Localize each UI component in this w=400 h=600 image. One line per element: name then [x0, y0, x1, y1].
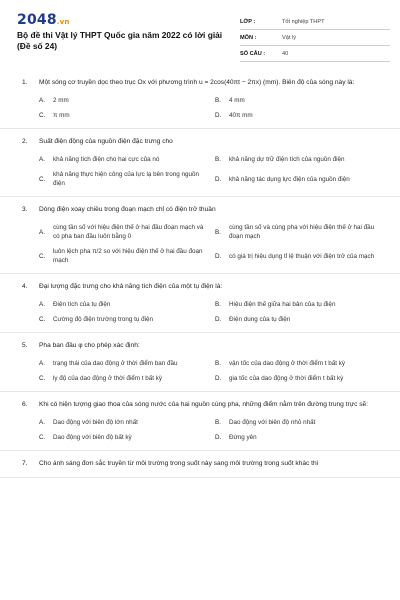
option-letter: A.	[39, 301, 45, 308]
option-text: Dao động với biên độ bất kỳ	[53, 434, 132, 441]
option-text: khả năng dự trữ điện tích của nguồn điện	[229, 156, 345, 163]
option-text: Dao động với biên độ lớn nhất	[53, 419, 138, 426]
answer-options	[22, 300, 382, 324]
question-number: 3.	[22, 206, 28, 213]
option-text: trạng thái của dao động ở thời điểm ban đầu	[53, 360, 178, 367]
option-text: có giá trị hiệu dụng tỉ lệ thuận với điện trở của mạch	[229, 252, 375, 260]
question-stem	[22, 459, 382, 469]
answer-option-c[interactable]	[39, 111, 209, 120]
answer-option-c[interactable]	[39, 170, 209, 188]
option-text: cùng tần số với hiệu điện thế ở hai đầu đoạn mạch và có pha ban đầu luôn bằng 0	[53, 224, 204, 240]
option-text: vận tốc của dao động ở thời điểm t bất kỳ	[229, 360, 346, 367]
option-text: Đứng yên	[229, 434, 257, 441]
answer-option-a[interactable]	[39, 359, 209, 368]
question-stem	[22, 400, 382, 410]
question-stem	[22, 205, 382, 215]
option-text: Điện tích của tụ điện	[53, 301, 111, 308]
option-letter: C.	[39, 434, 46, 441]
option-letter: A.	[39, 419, 45, 426]
question-1	[0, 70, 400, 129]
option-text: 40π mm	[229, 112, 253, 119]
meta-key: LỚP :	[240, 18, 256, 25]
answer-option-d[interactable]	[215, 433, 385, 442]
option-text: ly độ của dao động ở thời điểm t bất kỳ	[53, 375, 163, 382]
option-text: khả năng thực hiện công của lực lạ bên trong nguồn điện	[53, 171, 200, 187]
answer-option-a[interactable]	[39, 418, 209, 427]
answer-options	[22, 96, 382, 120]
question-6	[0, 392, 400, 451]
answer-option-b[interactable]	[215, 359, 385, 368]
answer-option-b[interactable]	[215, 223, 385, 241]
option-letter: C.	[39, 375, 46, 382]
answer-option-d[interactable]	[215, 111, 385, 120]
option-letter: A.	[39, 360, 45, 367]
meta-value: 40	[282, 50, 289, 57]
answer-options	[22, 418, 382, 442]
answer-option-d[interactable]	[215, 247, 385, 265]
answer-option-a[interactable]	[39, 223, 209, 241]
option-letter: B.	[215, 419, 221, 426]
answer-option-a[interactable]	[39, 300, 209, 309]
option-letter: C.	[39, 175, 46, 183]
question-text: Một sóng cơ truyền dọc theo trục Ox với phương trình u = 2cos(40πt − 2πx) (mm). Biên độ của sóng này là:	[39, 79, 355, 86]
site-logo[interactable]	[17, 12, 70, 28]
question-text: Đại lượng đặc trưng cho khả năng tích điện của một tụ điện là:	[39, 283, 223, 290]
option-text: khả năng tác dụng lực điện của nguồn điện	[229, 175, 350, 183]
meta-key: SỐ CÂU :	[240, 50, 266, 57]
meta-row-subject	[240, 30, 390, 46]
logo-suffix: .vn	[56, 18, 70, 26]
question-stem	[22, 282, 382, 292]
question-2	[0, 129, 400, 197]
option-letter: A.	[39, 156, 45, 163]
question-number: 2.	[22, 138, 28, 145]
meta-value: Tốt nghiệp THPT	[282, 18, 325, 25]
option-text: 4 mm	[229, 97, 245, 104]
question-text: Pha ban đầu φ cho phép xác định:	[39, 342, 140, 349]
option-letter: C.	[39, 112, 46, 119]
question-text: Cho ánh sáng đơn sắc truyền từ môi trường trong suốt này sang môi trường trong suốt khác thì	[39, 460, 319, 467]
option-text: cùng tần số và cùng pha với hiệu điện thế ở hai đầu đoạn mạch	[229, 224, 375, 240]
question-list	[0, 70, 400, 478]
option-letter: A.	[39, 228, 45, 236]
question-stem	[22, 341, 382, 351]
answer-option-a[interactable]	[39, 96, 209, 105]
answer-option-c[interactable]	[39, 247, 209, 265]
question-number: 6.	[22, 401, 28, 408]
option-text: gia tốc của dao động ở thời điểm t bất kỳ	[229, 375, 344, 382]
question-stem	[22, 137, 382, 147]
exam-title: Bộ đề thi Vật lý THPT Quốc gia năm 2022 có lời giải (Đề số 24)	[17, 30, 223, 51]
option-letter: D.	[215, 434, 222, 441]
logo-main: 2048	[17, 12, 57, 28]
option-letter: A.	[39, 97, 45, 104]
option-text: luôn lệch pha π/2 so với hiệu điện thế ở hai đầu đoạn mạch	[53, 248, 203, 264]
question-7	[0, 451, 400, 478]
option-letter: D.	[215, 375, 222, 382]
option-text: 2 mm	[53, 97, 69, 104]
answer-option-b[interactable]	[215, 300, 385, 309]
question-text: Suất điện động của nguồn điện đặc trưng cho	[39, 138, 173, 145]
answer-option-d[interactable]	[215, 170, 385, 188]
option-letter: D.	[215, 175, 222, 183]
answer-option-d[interactable]	[215, 315, 385, 324]
option-text: Dao động với biên độ nhỏ nhất	[229, 419, 316, 426]
question-number: 4.	[22, 283, 28, 290]
question-3	[0, 197, 400, 274]
answer-option-b[interactable]	[215, 155, 385, 164]
answer-option-b[interactable]	[215, 96, 385, 105]
option-letter: C.	[39, 316, 46, 323]
answer-option-a[interactable]	[39, 155, 209, 164]
option-letter: C.	[39, 252, 46, 260]
option-letter: B.	[215, 156, 221, 163]
question-text: Dòng điện xoay chiều trong đoạn mạch chỉ có điện trở thuần	[39, 206, 216, 213]
option-letter: B.	[215, 97, 221, 104]
option-text: khả năng tích điện cho hai cực của nó	[53, 156, 160, 163]
meta-value: Vật lý	[282, 34, 296, 41]
answer-option-c[interactable]	[39, 433, 209, 442]
answer-option-c[interactable]	[39, 374, 209, 383]
option-letter: D.	[215, 252, 222, 260]
answer-option-c[interactable]	[39, 315, 209, 324]
question-stem	[22, 78, 382, 88]
answer-option-d[interactable]	[215, 374, 385, 383]
option-text: Điện dung của tụ điện	[229, 316, 291, 323]
exam-meta	[240, 14, 390, 62]
option-letter: B.	[215, 360, 221, 367]
option-text: Hiệu điện thế giữa hai bản của tụ điện	[229, 301, 336, 308]
option-letter: B.	[215, 228, 221, 236]
answer-options	[22, 359, 382, 383]
question-5	[0, 333, 400, 392]
question-number: 5.	[22, 342, 28, 349]
question-4	[0, 274, 400, 333]
meta-row-count	[240, 46, 390, 62]
question-number: 1.	[22, 79, 28, 86]
meta-key: MÔN :	[240, 34, 257, 41]
option-text: π mm	[53, 112, 70, 119]
option-letter: D.	[215, 316, 222, 323]
option-letter: B.	[215, 301, 221, 308]
question-text: Khi có hiện tượng giao thoa của sóng nước của hai nguồn cùng pha, những điểm nằm trên đường trung trực sẽ:	[39, 401, 369, 408]
question-number: 7.	[22, 460, 28, 467]
header	[0, 0, 400, 62]
answer-options	[22, 223, 382, 265]
answer-options	[22, 155, 382, 188]
option-text: Cường độ điện trường trong tụ điện	[53, 316, 154, 323]
meta-row-class	[240, 14, 390, 30]
answer-option-b[interactable]	[215, 418, 385, 427]
option-letter: D.	[215, 112, 222, 119]
